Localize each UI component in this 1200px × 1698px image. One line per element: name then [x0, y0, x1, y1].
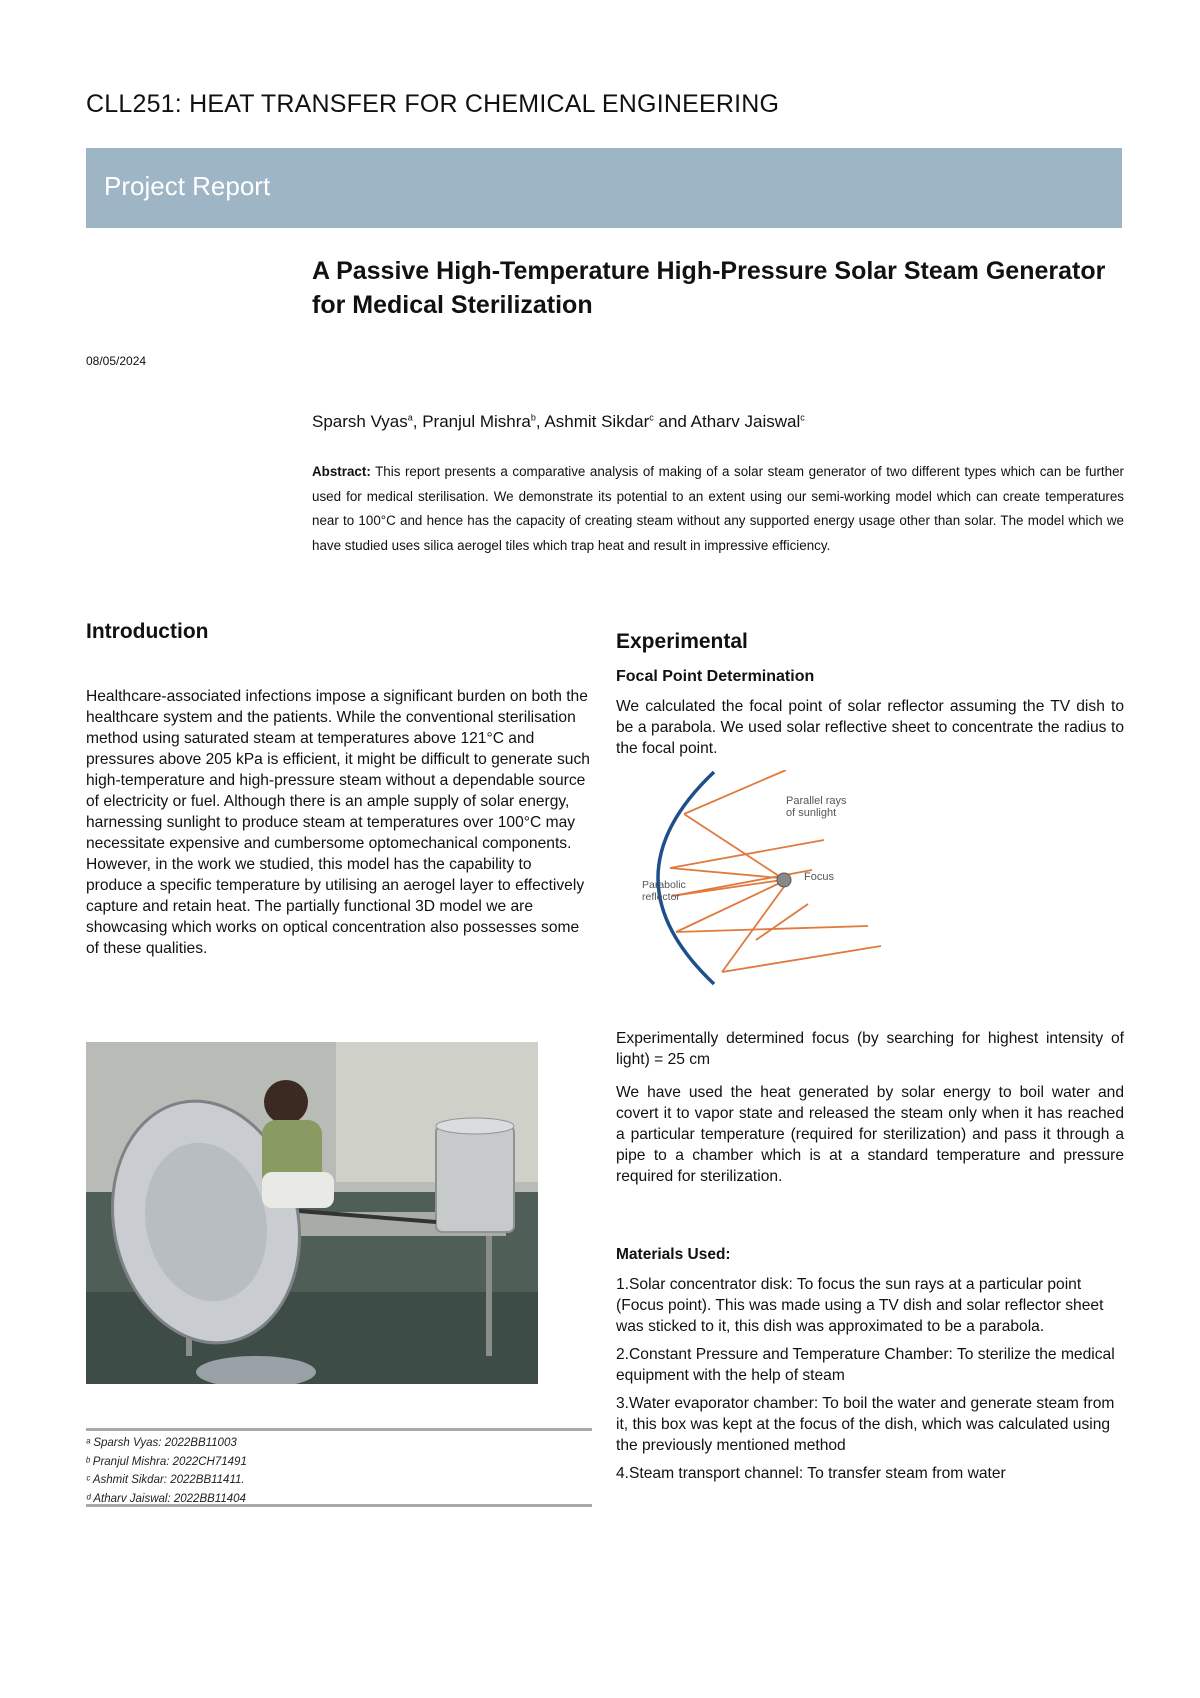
rays-label-line1: Parallel rays — [786, 795, 847, 807]
author-separator: , — [535, 412, 545, 431]
banner-label: Project Report — [104, 171, 271, 201]
footnote-item: ᵇ Pranjul Mishra: 2022CH71491 — [86, 1455, 247, 1468]
heat-generation-text: We have used the heat generated by solar energy to boil water and covert it to vapor state and released the steam only when it has reached a particular temperature (required for sterilization) and pass it through a pipe to a chamber which is at a standard temperature and pressure required for sterilization. — [616, 1084, 1124, 1185]
materials-list — [616, 1274, 1124, 1491]
reflector-label-line2: reflector — [642, 891, 680, 903]
focus-label: Focus — [804, 871, 834, 883]
materials-heading: Materials Used: — [616, 1246, 731, 1263]
author-and: and — [653, 412, 691, 431]
list-item: 3.Water evaporator chamber: To boil the water and generate steam from it, this box was kept at the focus of the dish, which was calculated using the previously mentioned method — [616, 1395, 1115, 1454]
abstract-label: Abstract: — [312, 464, 371, 479]
parabolic-reflector-diagram — [636, 770, 898, 988]
author-mark: c — [800, 412, 805, 423]
footnote-item: ᵈ Atharv Jaiswal: 2022BB11404 — [86, 1492, 246, 1505]
introduction-text: Healthcare-associated infections impose a significant burden on both the healthcare system and the patients. While the conventional sterilisation method using saturated steam at temperatures above 121°C and pressures above 205 kPa is efficient, it might be difficult to generate such high-temperature and high-pressure steam without a dependable source of electricity or fuel. Although there is an ample supply of solar energy, harnessing sunlight to produce steam at temperatures over 100°C may necessitate expensive and cumbersome optomechanical components. However, in the work we studied, this model has the capability to produce a specific temperature by utilising an aerogel layer to effectively capture and retain heat. The partially functional 3D model we are showcasing which works on optical concentration also possesses some of these qualities. — [86, 688, 590, 957]
list-item: 1.Solar concentrator disk: To focus the sun rays at a particular point (Focus point). This was made using a TV dish and solar reflector sheet was sticked to it, this dish was approximated to be a parabola. — [616, 1276, 1104, 1335]
author-separator: , — [412, 412, 423, 431]
author-mark: b — [530, 412, 536, 423]
list-item: 2.Constant Pressure and Temperature Chamber: To sterilize the medical equipment with the help of steam — [616, 1346, 1115, 1384]
reflector-label-line1: Parabolic — [642, 879, 686, 891]
introduction-heading: Introduction — [86, 620, 209, 643]
footnote-divider — [86, 1428, 592, 1431]
footnote-item: ᶜ Ashmit Sikdar: 2022BB11411. — [86, 1474, 245, 1486]
author-mark: a — [407, 412, 413, 423]
experiment-photo — [86, 1042, 538, 1384]
experimental-heading: Experimental — [616, 630, 748, 653]
abstract — [312, 460, 1124, 558]
author-name: Ashmit Sikdar — [544, 412, 650, 431]
footnote-divider — [86, 1504, 592, 1507]
list-item: 4.Steam transport channel: To transfer steam from water — [616, 1465, 1006, 1482]
rays-label-line2: of sunlight — [786, 807, 837, 819]
author-list — [312, 412, 805, 432]
focal-point-heading: Focal Point Determination — [616, 668, 815, 685]
abstract-text: This report presents a comparative analysis of making of a solar steam generator of two different types which can be further used for medical sterilisation. We demonstrate its potential to an extent using our semi-working model which can create temperatures near to 100°C and hence has the capacity of creating steam without any supported energy usage other than solar. The model which we have studied uses silica aerogel tiles which trap heat and result in impressive efficiency. — [312, 464, 1124, 553]
focus-result-text: Experimentally determined focus (by searching for highest intensity of light) = 25 cm — [616, 1030, 1124, 1068]
footnote-item: ᵃ Sparsh Vyas: 2022BB11003 — [86, 1437, 237, 1449]
author-name: Pranjul Mishra — [422, 412, 531, 431]
section-banner — [86, 148, 1122, 228]
footnotes — [86, 1434, 247, 1508]
focal-point-text: We calculated the focal point of solar reflector assuming the TV dish to be a parabola. We used solar reflective sheet to concentrate the radius to the focal point. — [616, 698, 1124, 757]
course-title: CLL251: HEAT TRANSFER FOR CHEMICAL ENGINEERING — [86, 90, 780, 118]
author-name: Sparsh Vyas — [312, 412, 408, 431]
paper-title: A Passive High-Temperature High-Pressure Solar Steam Generator for Medical Sterilization — [312, 257, 1106, 319]
focus-point — [777, 873, 791, 887]
author-mark: c — [649, 412, 654, 423]
publication-date: 08/05/2024 — [86, 354, 147, 368]
experiment-photo-illustration — [86, 1042, 538, 1384]
author-name: Atharv Jaiswal — [690, 412, 801, 431]
